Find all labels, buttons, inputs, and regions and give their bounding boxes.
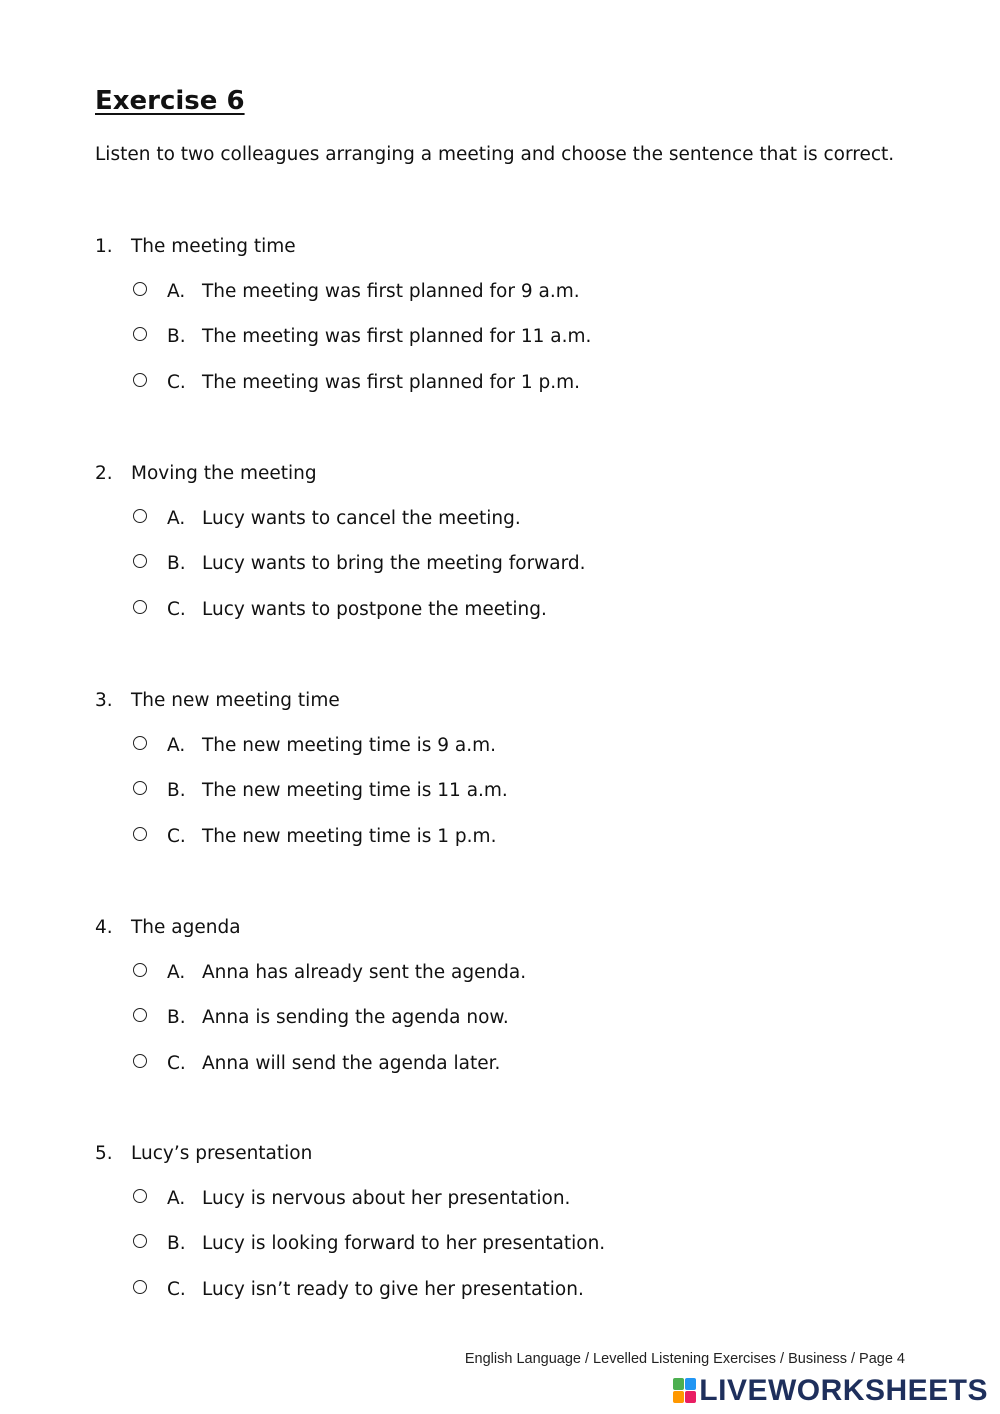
radio-circle-icon[interactable] bbox=[133, 373, 147, 387]
option-text: The new meeting time is 11 a.m. bbox=[202, 780, 508, 802]
option-text: Lucy is looking forward to her presentation. bbox=[202, 1233, 606, 1255]
question-prompt: Lucy’s presentation bbox=[131, 1143, 313, 1164]
option-text: The new meeting time is 1 p.m. bbox=[202, 825, 497, 847]
question-prompt: The new meeting time bbox=[131, 690, 340, 711]
page-footer: English Language / Levelled Listening Exercises / Business / Page 4 bbox=[464, 1351, 905, 1367]
option-letter: B. bbox=[167, 780, 186, 802]
radio-circle-icon[interactable] bbox=[133, 1189, 147, 1203]
option-2c[interactable] bbox=[133, 598, 955, 622]
option-2a[interactable] bbox=[133, 507, 955, 531]
option-3a[interactable] bbox=[133, 734, 955, 758]
question-number: 4. bbox=[95, 917, 113, 938]
option-text: Anna has already sent the agenda. bbox=[202, 962, 527, 983]
radio-circle-icon[interactable] bbox=[133, 781, 147, 795]
option-5a[interactable] bbox=[133, 1187, 955, 1211]
option-text: Lucy wants to cancel the meeting. bbox=[202, 508, 521, 529]
option-2b[interactable] bbox=[133, 552, 955, 576]
exercise-title: Exercise 6 bbox=[95, 86, 245, 116]
radio-circle-icon[interactable] bbox=[133, 554, 147, 568]
option-letter: B. bbox=[167, 1007, 186, 1029]
radio-circle-icon[interactable] bbox=[133, 1054, 147, 1068]
option-4a[interactable] bbox=[133, 961, 955, 985]
option-letter: B. bbox=[167, 326, 186, 348]
question-number: 2. bbox=[95, 463, 113, 484]
option-text: The meeting was first planned for 11 a.m. bbox=[202, 326, 592, 348]
option-text: The meeting was first planned for 9 a.m. bbox=[202, 281, 580, 302]
radio-circle-icon[interactable] bbox=[133, 282, 147, 296]
option-1c[interactable] bbox=[133, 371, 955, 395]
question-3 bbox=[95, 689, 955, 870]
question-prompt: The meeting time bbox=[131, 236, 296, 257]
option-text: Anna will send the agenda later. bbox=[202, 1052, 501, 1074]
radio-circle-icon[interactable] bbox=[133, 327, 147, 341]
radio-circle-icon[interactable] bbox=[133, 1234, 147, 1248]
option-5b[interactable] bbox=[133, 1232, 955, 1256]
option-letter: C. bbox=[167, 1052, 186, 1074]
option-letter: A. bbox=[167, 962, 186, 983]
radio-circle-icon[interactable] bbox=[133, 600, 147, 614]
question-1 bbox=[95, 235, 955, 416]
radio-circle-icon[interactable] bbox=[133, 1280, 147, 1294]
radio-circle-icon[interactable] bbox=[133, 827, 147, 841]
radio-circle-icon[interactable] bbox=[133, 1008, 147, 1022]
liveworksheets-logo-icon bbox=[673, 1378, 697, 1404]
option-letter: C. bbox=[167, 371, 186, 393]
option-letter: A. bbox=[167, 1188, 186, 1209]
option-text: Lucy isn’t ready to give her presentation. bbox=[202, 1278, 584, 1300]
option-letter: A. bbox=[167, 281, 186, 302]
option-letter: A. bbox=[167, 508, 186, 529]
option-text: The meeting was first planned for 1 p.m. bbox=[202, 371, 581, 393]
option-3c[interactable] bbox=[133, 825, 955, 849]
option-letter: B. bbox=[167, 1233, 186, 1255]
option-4b[interactable] bbox=[133, 1006, 955, 1030]
radio-circle-icon[interactable] bbox=[133, 963, 147, 977]
question-number: 5. bbox=[95, 1143, 113, 1164]
question-4 bbox=[95, 916, 955, 1097]
option-5c[interactable] bbox=[133, 1278, 955, 1302]
option-letter: C. bbox=[167, 825, 186, 847]
radio-circle-icon[interactable] bbox=[133, 509, 147, 523]
option-text: Lucy wants to bring the meeting forward. bbox=[202, 553, 586, 575]
liveworksheets-brand bbox=[673, 1374, 988, 1408]
question-5 bbox=[95, 1142, 955, 1323]
question-prompt: The agenda bbox=[131, 917, 241, 938]
question-prompt: Moving the meeting bbox=[131, 463, 317, 484]
question-number: 1. bbox=[95, 236, 113, 257]
option-letter: C. bbox=[167, 1278, 186, 1300]
radio-circle-icon[interactable] bbox=[133, 736, 147, 750]
option-text: The new meeting time is 9 a.m. bbox=[202, 735, 497, 756]
option-1b[interactable] bbox=[133, 325, 955, 349]
option-text: Lucy is nervous about her presentation. bbox=[202, 1188, 571, 1209]
option-letter: C. bbox=[167, 598, 186, 620]
option-1a[interactable] bbox=[133, 280, 955, 304]
option-text: Anna is sending the agenda now. bbox=[202, 1007, 509, 1029]
instructions-text: Listen to two colleagues arranging a meeting and choose the sentence that is correct. bbox=[95, 144, 895, 165]
brand-text: LIVEWORKSHEETS bbox=[699, 1374, 988, 1407]
option-letter: A. bbox=[167, 735, 186, 756]
option-letter: B. bbox=[167, 553, 186, 575]
option-text: Lucy wants to postpone the meeting. bbox=[202, 598, 547, 620]
question-number: 3. bbox=[95, 690, 113, 711]
option-3b[interactable] bbox=[133, 779, 955, 803]
question-2 bbox=[95, 462, 955, 643]
option-4c[interactable] bbox=[133, 1052, 955, 1076]
